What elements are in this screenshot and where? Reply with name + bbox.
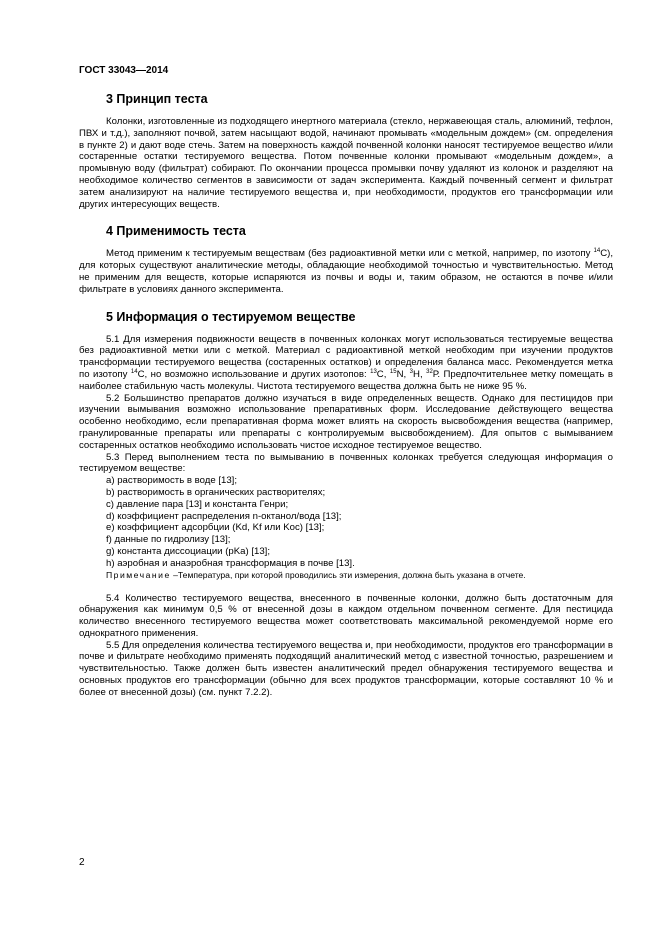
text-run: Н, [413, 368, 427, 380]
section-4-title: 4 Применимость теста [106, 224, 246, 239]
text-run: С, но возможно использование и других изотопов: [137, 368, 371, 380]
list-item: d) коэффициент распределения n-октанол/вода [13]; [106, 510, 342, 522]
isotope-superscript: 32 [426, 368, 433, 375]
isotope-superscript: 3 [409, 368, 414, 375]
text-run: С, [376, 368, 390, 380]
list-item: a) растворимость в воде [13]; [106, 475, 238, 487]
text-run: С), для которых существуют аналитические методы, обладающие необходимой точностью и чувствительностью. Метод не применим для веществ, которые испаряются из почвы и воды и, таким образом, не остаются в почве и/или фильтрате в условиях данного эксперимента. [79, 248, 613, 295]
list-item: e) коэффициент адсорбции (Kd, Kf или Koc) [13]; [106, 522, 325, 534]
text-run: Р. Предпочтительнее метку помещать в наиболее стабильную часть молекулы. Чистота тестируемого вещества должна быть не ниже 95 %. [79, 368, 613, 392]
isotope-superscript: 13 [370, 368, 377, 375]
text-run: 5.1 Для измерения подвижности веществ в почвенных колонках могут использоваться тестируемые вещества без радиоактивной метки или с меткой. Материал с радиоактивной меткой необходим при изучении продуктов трансформации тестируемого вещества (состаренных остатков) и определения баланса масс. Рекомендуется метка по изотопу [79, 333, 613, 380]
section-5-title: 5 Информация о тестируемом веществе [106, 309, 356, 324]
clause-5-5: 5.5 Для определения количества тестируемого вещества и, при необходимости, продуктов его трансформации в почве и фильтрате необходимо применять подходящий аналитический метод с известной точностью, разрешением и чувствительностью. Также должен быть известен аналитический предел обнаружения тестируемого вещества и основных продуктов его трансформации (обычно для всех продуктов трансформации, которые составляют 10 % и более от внесенной дозы) (см. пункт 7.2.2). [79, 639, 613, 698]
isotope-superscript: 14 [593, 248, 601, 255]
section-3 [79, 92, 613, 210]
note-label: Примечание [106, 569, 171, 580]
clause-5-1 [79, 334, 613, 393]
list-item: c) давление пара [13] и константа Генри; [106, 498, 289, 510]
list-item: h) аэробная и анаэробная трансформация в почве [13]. [106, 557, 355, 569]
section-5 [79, 310, 613, 699]
isotope-superscript: 15 [389, 368, 397, 375]
section-4-paragraph [79, 248, 613, 295]
section-3-title: 3 Принцип теста [106, 92, 208, 106]
required-info-list [79, 475, 613, 569]
isotope-superscript: 14 [130, 368, 138, 375]
list-item: f) данные по гидролизу [13]; [106, 534, 231, 546]
section-4 [79, 224, 613, 295]
document-id: ГОСТ 33043—2014 [79, 65, 169, 76]
note [106, 570, 613, 581]
text-run: Метод применим к тестируемым веществам (без радиоактивной метки или с меткой, например, по изотопу [106, 248, 594, 260]
clause-5-2: 5.2 Большинство препаратов должно изучаться в виде определенных веществ. Однако для пестицидов при изучении вымывания возможно использование препаративных форм. Исследование действующего вещества особенно необходимо, если препаративная форма может влиять на скорость высвобождения вещества (например, гранулированные препараты или препараты с контролируемым высвобождением). Для опытов с вымыванием состаренных остатков необходимо использовать чистое исходное тестируемое вещество. [79, 392, 613, 451]
clause-5-4: 5.4 Количество тестируемого вещества, внесенного в почвенные колонки, должно быть достаточным для обнаружения как минимум 0,5 % от внесенной дозы в каждом отдельном почвенном сегменте. Для пестицида количество внесенного тестируемого вещества может соответствовать максимальной рекомендуемой норме его однократного применения. [79, 592, 613, 639]
page-content [79, 92, 613, 709]
text-run: N, [396, 368, 410, 380]
clause-5-3: 5.3 Перед выполнением теста по вымыванию в почвенных колонках требуется следующая информация о тестируемом веществе: [79, 451, 613, 475]
note-text: –Температура, при которой проводились эти измерения, должна быть указана в отчете. [170, 569, 526, 580]
page-number: 2 [79, 857, 85, 868]
list-item: b) растворимость в органических растворителях; [106, 486, 326, 498]
section-3-paragraph: Колонки, изготовленные из подходящего инертного материала (стекло, нержавеющая сталь, алюминий, тефлон, ПВХ и т.д.), заполняют почвой, затем насыщают водой, начинают промывать «модельным дождем» (см. определения в пункте 2) и дают воде стечь. Затем на поверхность каждой почвенной колонки наносят тестируемое вещество и/или состаренные остатки тестируемого вещества. Потом почвенные колонки промывают «модельным дождем», а промывную воду (фильтрат) собирают. По окончании процесса промывки почву удаляют из колонок и разделяют на необходимое количество сегментов в зависимости от задач эксперимента. Каждый почвенный сегмент и фильтрат затем анализируют на наличие тестируемого вещества и, при необходимости, продуктов его трансформации или других интересующих веществ. [79, 116, 613, 210]
list-item: g) константа диссоциации (pKa) [13]; [106, 545, 270, 557]
